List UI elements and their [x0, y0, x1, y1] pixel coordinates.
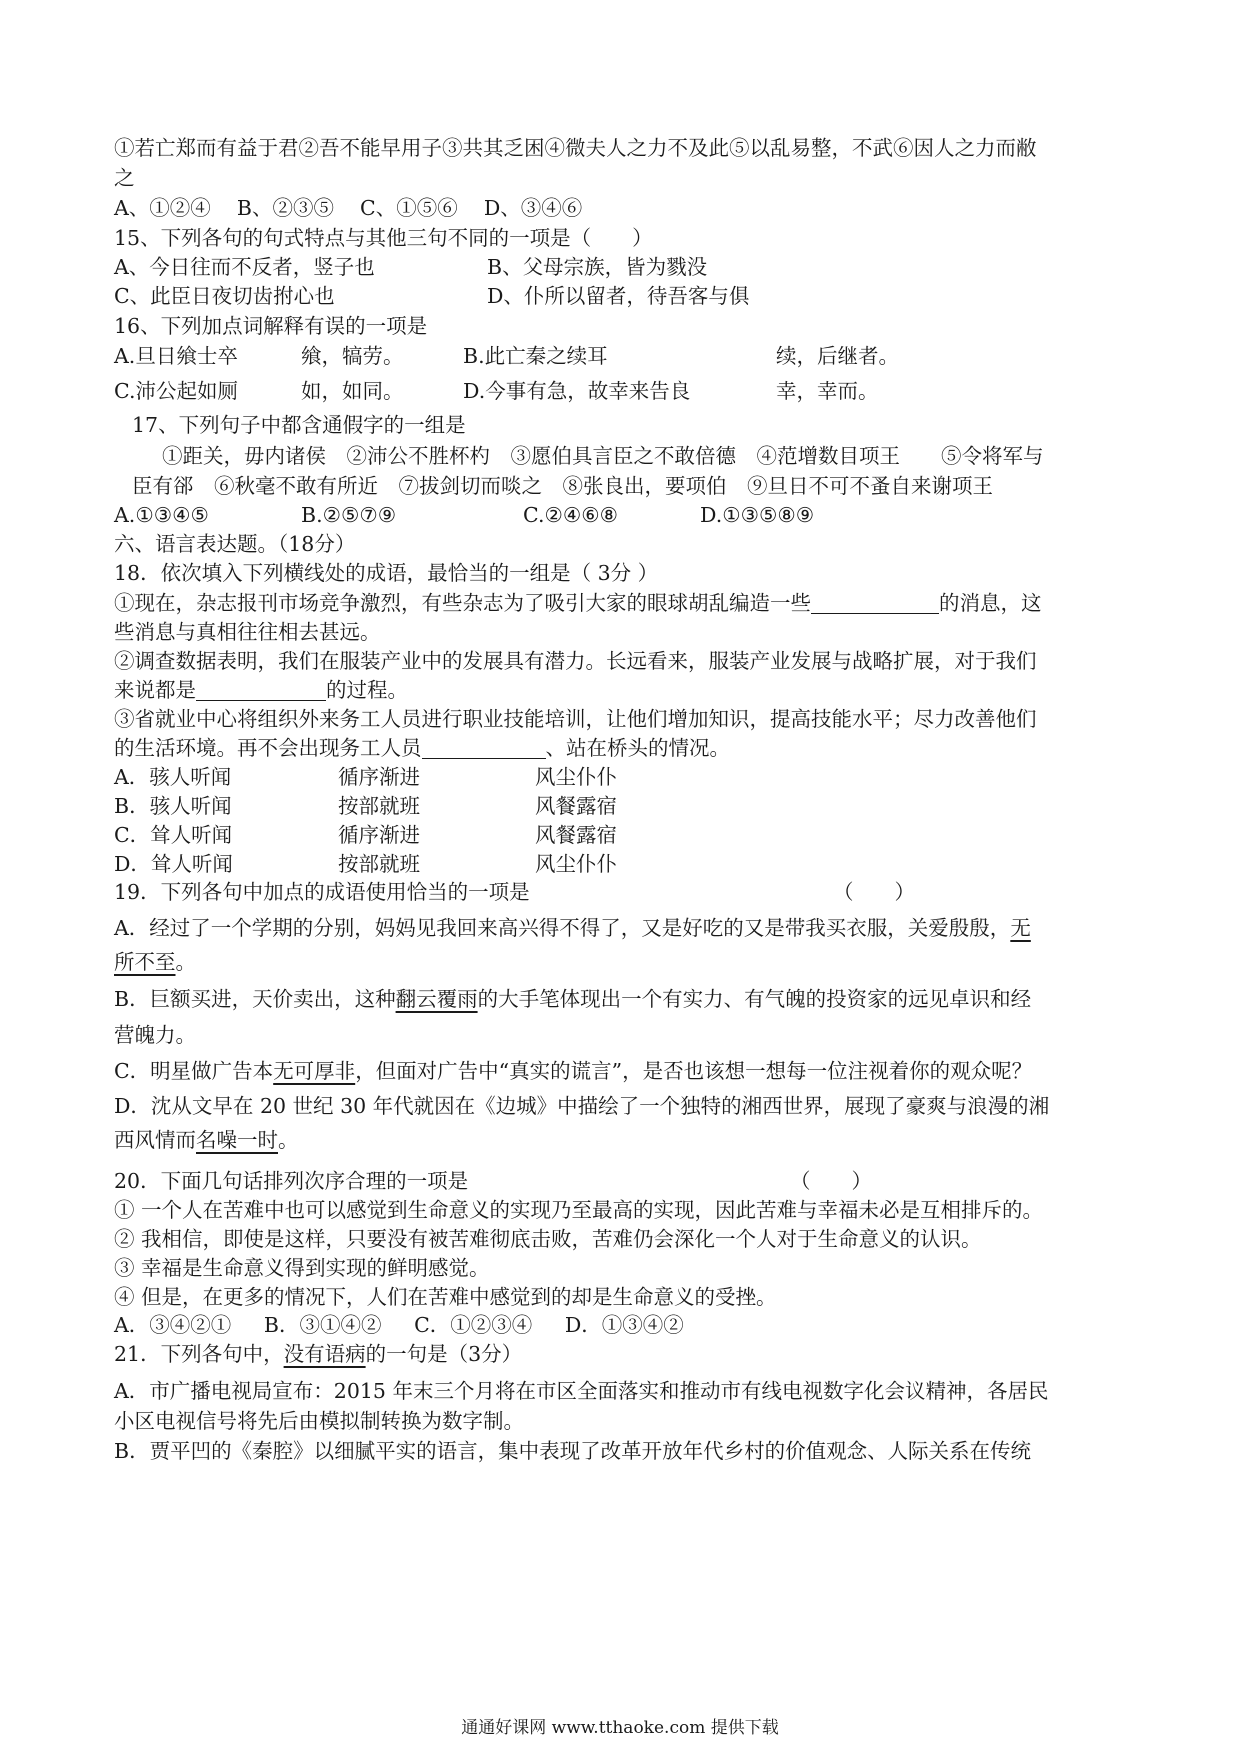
q16-a-explanation: 飨，犒劳。 [301, 344, 404, 368]
q18-option-a-word2: 循序渐进 [338, 765, 420, 789]
q18-stem: 18．依次填入下列横线处的成语，最恰当的一组是（ 3分 ） [114, 561, 659, 585]
q19-c-text: C．明星做广告本 [114, 1059, 274, 1083]
q18-blank-3[interactable] [422, 736, 546, 759]
q21-option-b-line1[interactable]: B．贾平凹的《秦腔》以细腻平实的语言，集中表现了改革开放年代乡村的价值观念、人际关系在传统 [114, 1439, 1032, 1463]
q19-a-idiom-end: 所不至 [114, 950, 176, 974]
q18-option-d-word2: 按部就班 [338, 852, 420, 876]
q18-option-b[interactable]: B．骇人听闻 [114, 794, 232, 818]
section-6-title: 六、语言表达题。（18分） [114, 532, 356, 556]
q20-option-d[interactable]: D．①③④② [564, 1313, 684, 1337]
page-footer: 通通好课网 www.tthaoke.com 提供下载 [461, 1718, 779, 1738]
q19-option-d-line1[interactable]: D．沈从文早在 20 世纪 30 年代就因在《边城》中描绘了一个独特的湘西世界，展现了豪爽与浪漫的湘 [114, 1094, 1050, 1118]
q18-item2-line2 [114, 675, 408, 705]
q19-d-end: 。 [278, 1128, 299, 1152]
q17-line2: 臣有郤 ⑥秋毫不敢有所近 ⑦拔剑切而啖之 ⑧张良出，要项伯 ⑨旦日不可不蚤自来谢项王 [132, 474, 993, 498]
q18-item1-text-b: 的消息，这 [939, 591, 1042, 615]
q14-line1: ①若亡郑而有益于君②吾不能早用子③共其乏困④微夫人之力不及此⑤以乱易整，不武⑥因人之力而敝 [114, 136, 1037, 160]
q20-answer-paren[interactable]: （ ） [790, 1169, 872, 1193]
q20-sentence-2: ② 我相信，即使是这样，只要没有被苦难彻底击败，苦难仍会深化一个人对于生命意义的认识。 [114, 1227, 982, 1251]
q18-blank-2[interactable] [196, 678, 326, 701]
q16-stem: 16、下列加点词解释有误的一项是 [114, 314, 428, 338]
q19-d-text: 西风情而 [114, 1128, 196, 1152]
q19-c-idiom: 无可厚非 [273, 1059, 356, 1083]
q18-blank-1[interactable] [811, 591, 939, 614]
q21-stem-b: 的一句是（3分） [365, 1342, 523, 1366]
q20-sentence-1: ① 一个人在苦难中也可以感觉到生命意义的实现乃至最高的实现，因此苦难与幸福未必是互相排斥的。 [114, 1198, 1044, 1222]
q15-option-d[interactable]: D、仆所以留者，待吾客与俱 [487, 284, 750, 308]
q19-stem: 19．下列各句中加点的成语使用恰当的一项是 [114, 880, 530, 904]
q14-option-b[interactable]: B、②③⑤ [236, 196, 334, 220]
q17-line1: ①距关，毋内诸侯 ②沛公不胜杯杓 ③愿伯具言臣之不敢倍德 ④范增数目项王 ⑤令将军与 [162, 444, 1044, 468]
q18-option-c-word3: 风餐露宿 [535, 823, 617, 847]
q14-option-d[interactable]: D、③④⑥ [483, 196, 583, 220]
q18-option-c-word2: 循序渐进 [338, 823, 420, 847]
q18-option-d[interactable]: D．耸人听闻 [114, 852, 233, 876]
q18-item1-line2: 些消息与真相往往相去甚远。 [114, 620, 381, 644]
q18-option-a-word3: 风尘仆仆 [535, 765, 617, 789]
q18-item2-text-b: 的过程。 [326, 678, 408, 702]
q20-option-b[interactable]: B．③①④② [263, 1313, 382, 1337]
q19-option-d-line2 [114, 1125, 299, 1155]
q21-stem-a: 21．下列各句中， [114, 1342, 284, 1366]
q18-option-d-word3: 风尘仆仆 [535, 852, 617, 876]
q19-option-a-line2 [114, 947, 196, 977]
q19-option-a-line1[interactable] [114, 913, 1031, 943]
q17-option-b[interactable]: B.②⑤⑦⑨ [301, 503, 397, 527]
q14-option-a[interactable]: A、①②④ [114, 196, 211, 220]
q20-option-a[interactable]: A．③④②① [114, 1313, 232, 1337]
q21-stem [114, 1339, 522, 1369]
q18-item3-text-a: 的生活环境。再不会出现务工人员 [114, 736, 422, 760]
q15-stem: 15、下列各句的句式特点与其他三句不同的一项是（ ） [114, 226, 653, 250]
q18-option-b-word3: 风餐露宿 [535, 794, 617, 818]
q14-options [114, 193, 582, 223]
q21-option-a-line1[interactable]: A．市广播电视局宣布：2015 年末三个月将在市区全面落实和推动市有线电视数字化会议精神，各居民 [114, 1379, 1049, 1403]
q19-answer-paren[interactable]: （ ） [833, 880, 915, 904]
q18-item2-text-a: 来说都是 [114, 678, 196, 702]
q18-item3-text-b: 、站在桥头的情况。 [545, 736, 730, 760]
q19-d-idiom: 名噪一时 [196, 1128, 278, 1152]
q14-option-c[interactable]: C、①⑤⑥ [360, 196, 458, 220]
q17-option-c[interactable]: C.②④⑥⑧ [523, 503, 618, 527]
q20-stem: 20．下面几句话排列次序合理的一项是 [114, 1169, 469, 1193]
q20-option-c[interactable]: C．①②③④ [414, 1313, 533, 1337]
q21-stem-emphasis: 没有语病 [283, 1342, 366, 1366]
q20-options [114, 1310, 684, 1340]
q17-stem: 17、下列句子中都含通假字的一组是 [132, 413, 466, 437]
q20-sentence-4: ④ 但是，在更多的情况下，人们在苦难中感觉到的却是生命意义的受挫。 [114, 1285, 777, 1309]
q15-option-c[interactable]: C、此臣日夜切齿拊心也 [114, 284, 335, 308]
q16-c-explanation: 如，如同。 [301, 379, 404, 403]
q16-option-a[interactable]: A.旦日飨士卒 [114, 344, 238, 368]
q16-d-explanation: 幸，幸而。 [776, 379, 879, 403]
q18-option-b-word2: 按部就班 [338, 794, 420, 818]
q18-item3-line2 [114, 733, 730, 763]
q18-item3-line1: ③省就业中心将组织外来务工人员进行职业技能培训，让他们增加知识，提高技能水平；尽力改善他们 [114, 707, 1037, 731]
q19-a-idiom-start: 无 [1010, 916, 1031, 940]
q19-a-end: 。 [175, 950, 196, 974]
q17-option-d[interactable]: D.①③⑤⑧⑨ [700, 503, 815, 527]
q16-b-explanation: 续，后继者。 [776, 344, 899, 368]
q18-option-a[interactable]: A．骇人听闻 [114, 765, 232, 789]
q20-sentence-3: ③ 幸福是生命意义得到实现的鲜明感觉。 [114, 1256, 490, 1280]
q19-a-text: A．经过了一个学期的分别，妈妈见我回来高兴得不得了，又是好吃的又是带我买衣服，关爱殷殷， [114, 916, 1011, 940]
q19-option-b-line2: 营魄力。 [114, 1023, 196, 1047]
q18-item1-text-a: ①现在，杂志报刊市场竞争激烈，有些杂志为了吸引大家的眼球胡乱编造一些 [114, 591, 811, 615]
q16-option-c[interactable]: C.沛公起如厕 [114, 379, 238, 403]
q18-option-c[interactable]: C．耸人听闻 [114, 823, 233, 847]
q19-b-text: B．巨额买进，天价卖出，这种 [114, 987, 396, 1011]
q17-option-a[interactable]: A.①③④⑤ [114, 503, 209, 527]
q19-b-idiom: 翻云覆雨 [395, 987, 478, 1011]
q16-option-d[interactable]: D.今事有急，故幸来告良 [463, 379, 691, 403]
q15-option-a[interactable]: A、今日往而不反者，竖子也 [114, 255, 375, 279]
q19-option-b-line1[interactable] [114, 984, 1031, 1014]
q15-option-b[interactable]: B、父母宗族，皆为戮没 [487, 255, 708, 279]
q19-b-text2: 的大手笔体现出一个有实力、有气魄的投资家的远见卓识和经 [477, 987, 1032, 1011]
q21-option-a-line2: 小区电视信号将先后由模拟制转换为数字制。 [114, 1409, 524, 1433]
q18-item1-line1 [114, 588, 1042, 618]
q16-option-b[interactable]: B.此亡秦之续耳 [463, 344, 608, 368]
q18-item2-line1: ②调查数据表明，我们在服装产业中的发展具有潜力。长远看来，服装产业发展与战略扩展，对于我们 [114, 649, 1037, 673]
q19-option-c[interactable] [114, 1056, 1032, 1086]
q14-line2: 之 [114, 166, 135, 190]
q19-c-text2: ，但面对广告中“真实的谎言”，是否也该想一想每一位注视着你的观众呢？ [355, 1059, 1033, 1083]
